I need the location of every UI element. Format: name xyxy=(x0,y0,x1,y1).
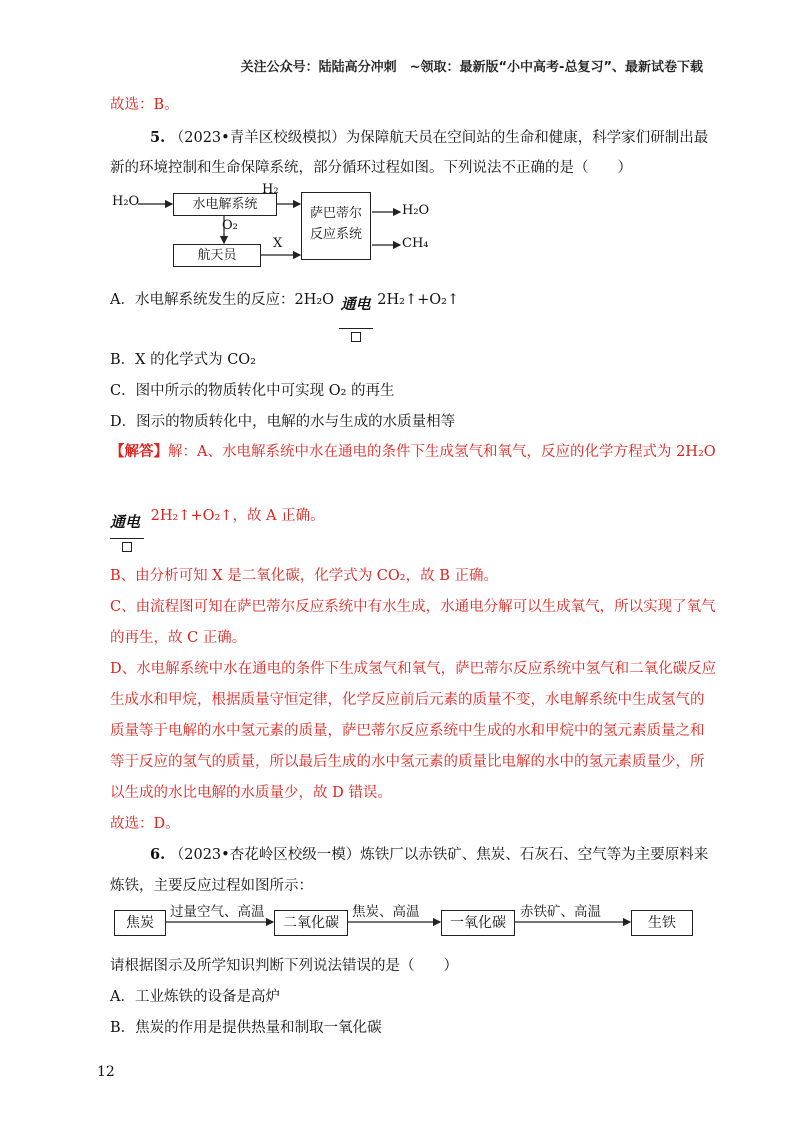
q5-line2: 新的环境控制和生命保障系统，部分循环过程如图。下列说法不正确的是（ ） xyxy=(110,160,632,176)
q5-final-answer: 故选：D。 xyxy=(110,816,180,832)
q6-option-b: B．焦炭的作用是提供热量和制取一氧化碳 xyxy=(110,1020,382,1036)
q5-answer-d3: 质量等于电解的水中氢元素的质量，萨巴蒂尔反应系统中生成的水和甲烷中的氢元素质量之和 xyxy=(110,723,705,739)
q5-answer-d5: 以生成的水比电解的水质量少，故 D 错误。 xyxy=(110,785,392,801)
q5-option-c: C．图中所示的物质转化中可实现 O₂ 的再生 xyxy=(110,383,395,399)
q5-option-a-condition-text: 通电 xyxy=(340,295,371,313)
diagram-h2: H₂ xyxy=(262,182,279,197)
flow-arrow2-label: 焦炭、高温 xyxy=(352,904,420,920)
box-sabatier xyxy=(301,192,371,260)
q5-option-a xyxy=(110,290,460,313)
answer-condition-box xyxy=(122,542,132,552)
diagram-h2o-out: H₂O xyxy=(402,203,430,218)
q6-line2: 炼铁，主要反应过程如图所示： xyxy=(110,878,313,894)
flow-box-co: 一氧化碳 xyxy=(441,910,515,936)
q6-option-a: A．工业炼铁的设备是高炉 xyxy=(110,989,280,1005)
q5-answer-d4: 等于反应的氢气的质量，所以最后生成的水中氢元素的质量比电解的水中的氢元素质量少，所 xyxy=(110,754,705,770)
flow-box-co2: 二氧化碳 xyxy=(274,910,348,936)
q6-line1-text: （2023•杏花岭区校级一模）炼铁厂以赤铁矿、焦炭、石灰石、空气等为主要原料来 xyxy=(169,847,709,863)
answer-a-text2: 2H₂↑+O₂↑，故 A 正确。 xyxy=(150,508,325,524)
q5-number: 5. xyxy=(150,129,166,146)
q6-flow-diagram xyxy=(110,898,710,938)
q5-option-a-condition-bar xyxy=(339,328,373,329)
box-electrolysis: 水电解系统 xyxy=(173,193,277,216)
q5-option-a-suffix: 2H₂↑+O₂↑ xyxy=(377,292,460,308)
q5-option-b: B．X 的化学式为 CO₂ xyxy=(110,352,256,368)
answer-a-text: 解：A、水电解系统中水在通电的条件下生成氢气和氧气，反应的化学方程式为 2H₂O xyxy=(168,444,716,460)
q5-diagram xyxy=(110,180,440,270)
sabatier-line1: 萨巴蒂尔 xyxy=(309,206,362,221)
q5-option-a-prefix: A．水电解系统发生的反应：2H₂O xyxy=(110,292,335,308)
q5-option-d: D．图示的物质转化中，电解的水与生成的水质量相等 xyxy=(110,414,456,430)
flow-box-coke: 焦炭 xyxy=(114,910,166,936)
diagram-o2: O₂ xyxy=(222,218,238,233)
prev-answer: 故选：B。 xyxy=(110,97,179,113)
page-header: 关注公众号：陆陆高分冲刺 ~领取：最新版“小中高考-总复习”、最新试卷下载 xyxy=(240,60,703,75)
q5-answer-a-line2 xyxy=(110,506,325,531)
answer-condition-bar xyxy=(110,538,144,539)
q5-answer-c2: 的再生，故 C 正确。 xyxy=(110,630,247,646)
diagram-x: X xyxy=(273,236,283,251)
page-number: 12 xyxy=(97,1064,115,1080)
answer-condition-text: 通电 xyxy=(110,513,141,531)
answer-tag: 【解答】 xyxy=(110,443,168,460)
q5-line1 xyxy=(150,128,708,148)
q6-prompt: 请根据图示及所学知识判断下列说法错误的是（ ） xyxy=(110,958,458,974)
q5-answer-d2: 生成水和甲烷，根据质量守恒定律，化学反应前后元素的质量不变，水电解系统中生成氢气的 xyxy=(110,692,705,708)
sabatier-line2: 反应系统 xyxy=(309,227,362,242)
diagram-ch4: CH₄ xyxy=(402,236,429,251)
flow-arrow1-label: 过量空气、高温 xyxy=(170,904,265,920)
q5-line1-text: （2023•青羊区校级模拟）为保障航天员在空间站的生命和健康，科学家们研制出最 xyxy=(169,130,709,146)
q5-option-a-condition-box xyxy=(351,332,361,342)
diagram-h2o-in: H₂O xyxy=(112,194,140,209)
q5-answer-d1: D、水电解系统中水在通电的条件下生成氢气和氧气，萨巴蒂尔反应系统中氢气和二氧化碳反应 xyxy=(110,661,717,677)
flow-box-pig-iron: 生铁 xyxy=(631,910,693,936)
q5-answer-c1: C、由流程图可知在萨巴蒂尔反应系统中有水生成，水通电分解可以生成氧气，所以实现了氧气 xyxy=(110,599,716,615)
q5-answer-b: B、由分析可知 X 是二氧化碳，化学式为 CO₂，故 B 正确。 xyxy=(110,568,498,584)
flow-arrow3-label: 赤铁矿、高温 xyxy=(520,904,601,920)
q6-line1 xyxy=(150,845,708,865)
box-astronaut: 航天员 xyxy=(173,244,261,267)
q5-answer-a-line1 xyxy=(110,442,716,462)
q6-number: 6. xyxy=(150,846,166,863)
